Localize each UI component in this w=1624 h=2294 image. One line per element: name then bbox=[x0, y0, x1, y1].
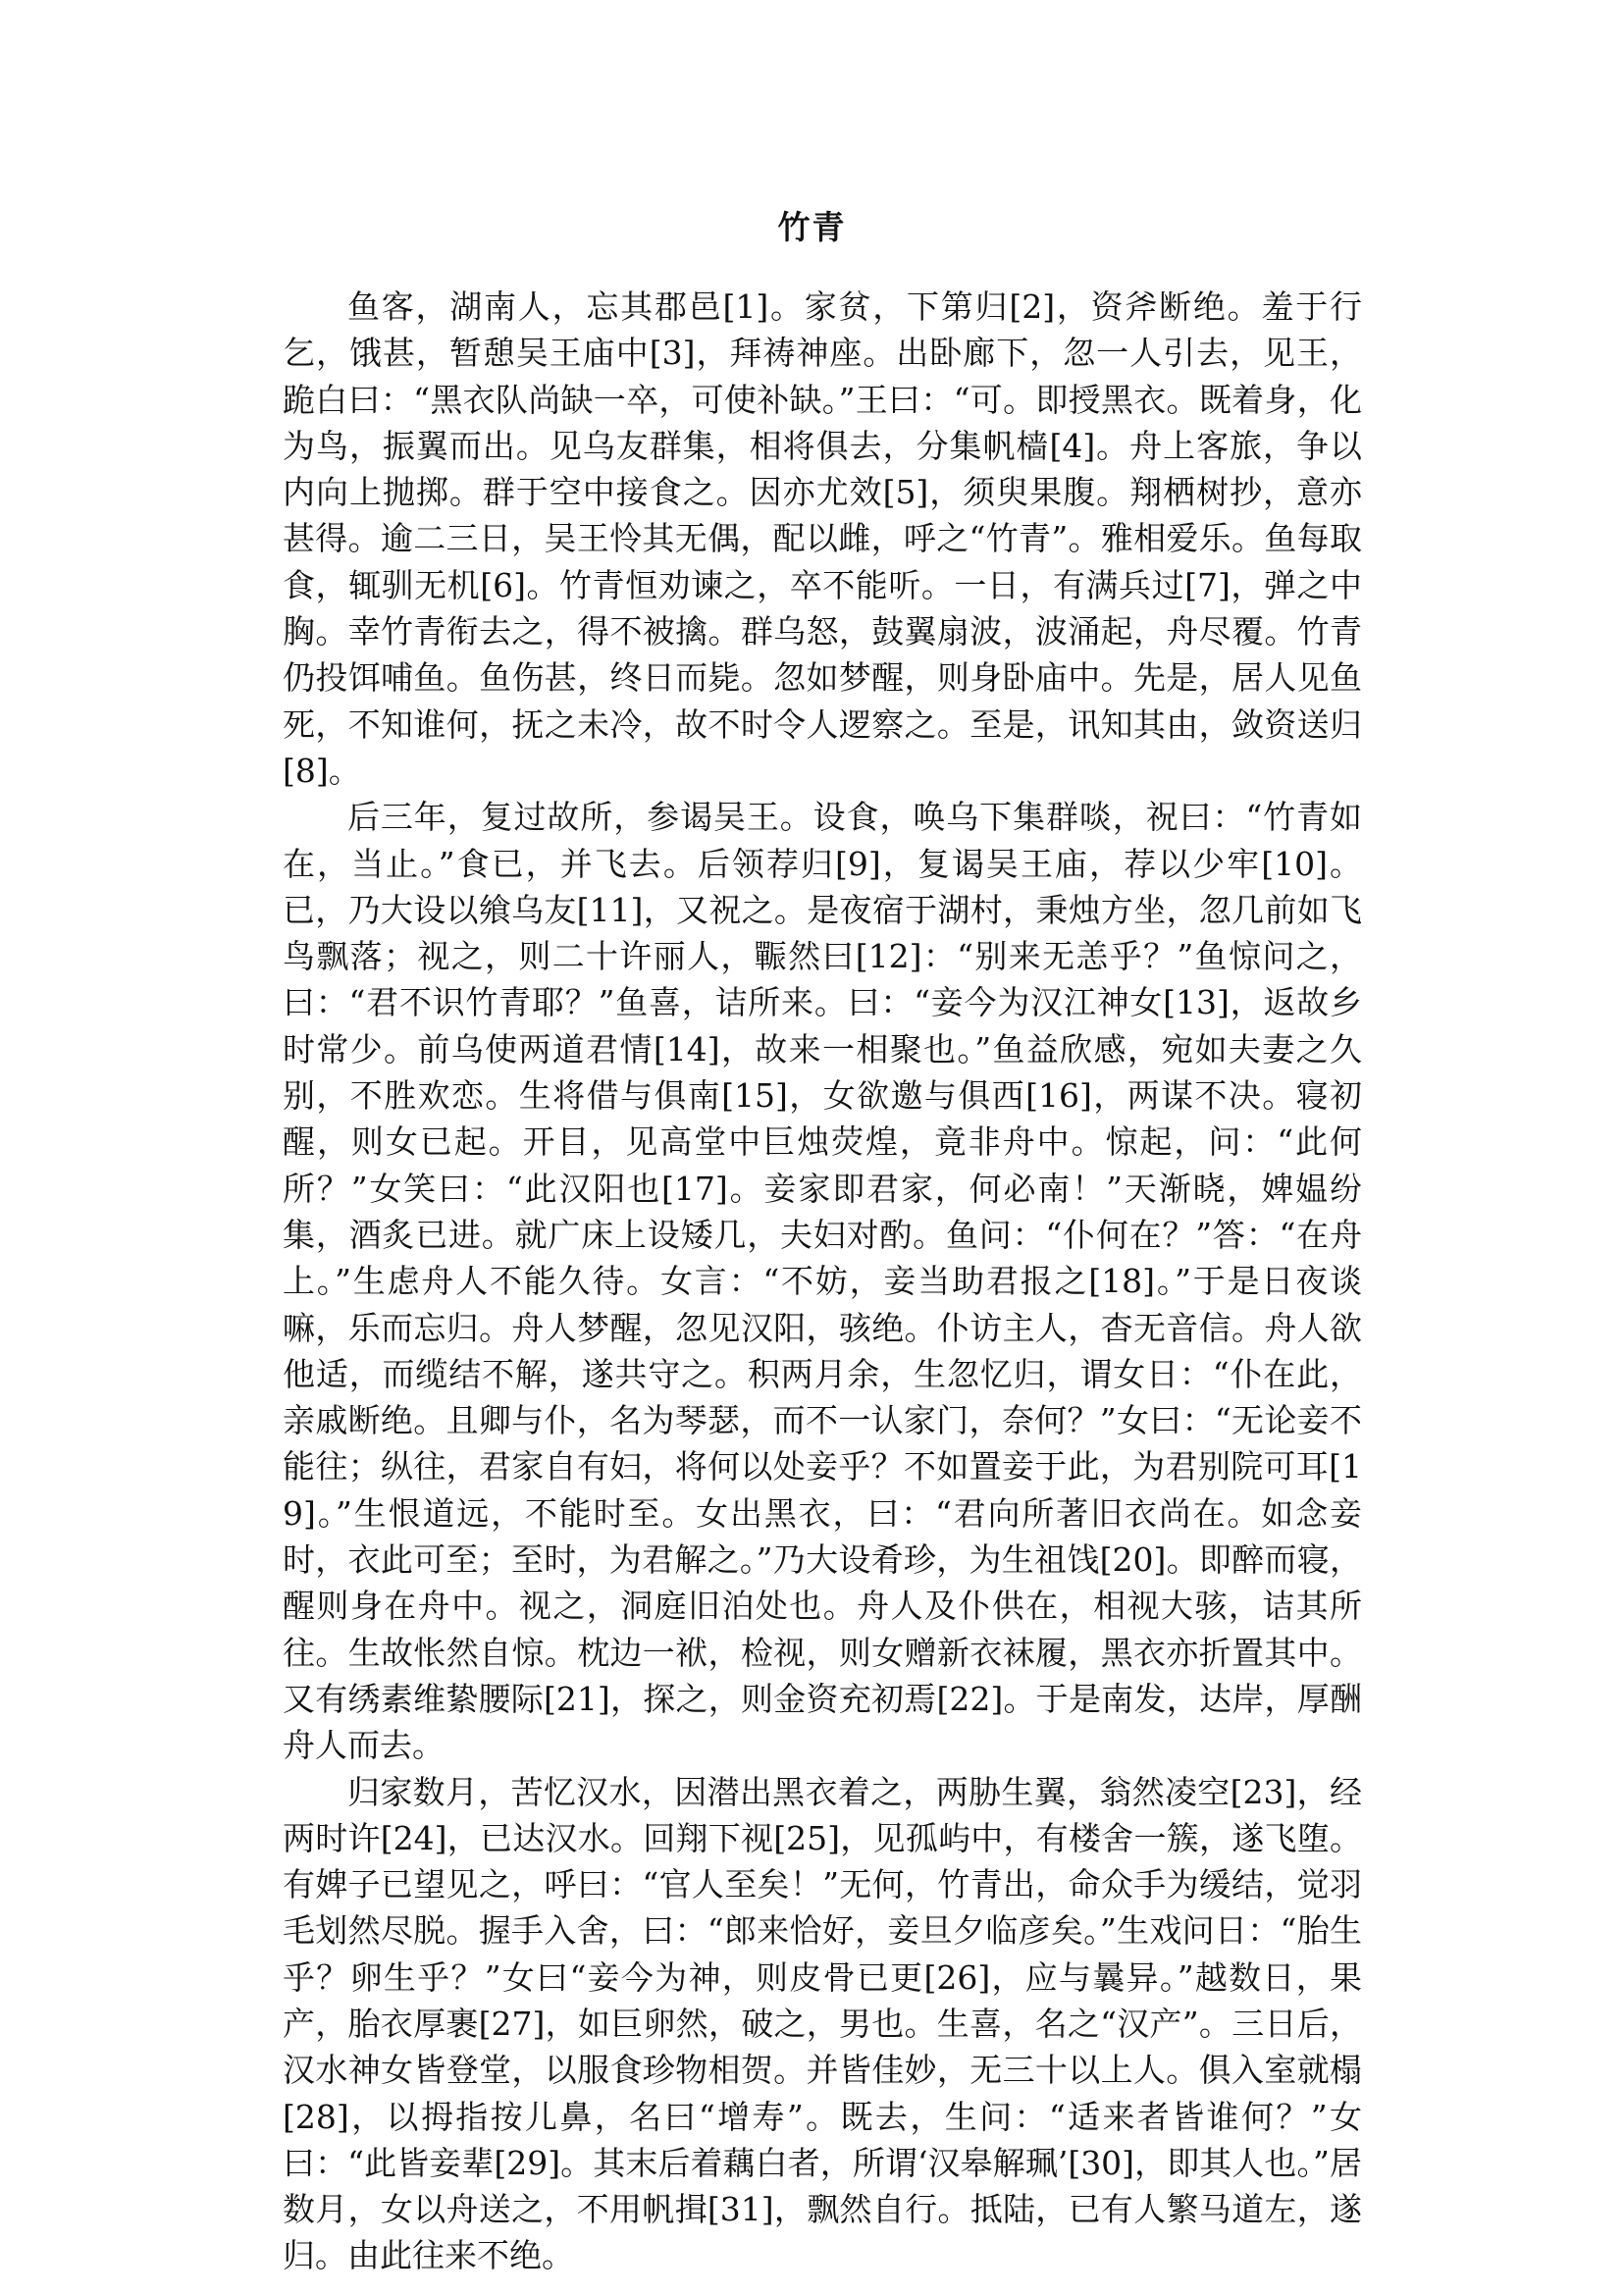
paragraph: 鱼客，湖南人，忘其郡邑[1]。家贫，下第归[2]，资斧断绝。羞于行乞，饿甚，暂憩吴王庙中[3]，拜祷神座。出卧廊下，忽一人引去，见王，跪白曰：“黑衣队尚缺一卒，可使补缺。”王曰：“可。即授黑衣。既着身，化为鸟，振翼而出。见乌友群集，相将俱去，分集帆樯[4]。舟上客旅，争以内向上抛掷。群于空中接食之。因亦尤效[5]，须臾果腹。翔栖树抄，意亦甚得。逾二三日，吴王怜其无偶，配以雌，呼之“竹青”。雅相爱乐。鱼每取食，辄驯无机[6]。竹青恒劝谏之，卒不能听。一日，有满兵过[7]，弹之中胸。幸竹青衔去之，得不被擒。群乌怒，鼓翼扇波，波涌起，舟尽覆。竹青仍投饵哺鱼。鱼伤甚，终日而毙。忽如梦醒，则身卧庙中。先是，居人见鱼死，不知谁何，抚之未冷，故不时令人逻察之。至是，讯知其由，敛资送归[8]。 bbox=[283, 287, 1362, 790]
paragraph: 后三年，复过故所，参谒吴王。设食，唤乌下集群啖，祝曰：“竹青如在，当止。”食已，并飞去。后领荐归[9]，复谒吴王庙，荐以少牢[10]。已，乃大设以飨乌友[11]，又祝之。是夜宿于湖村，秉烛方坐，忽几前如飞鸟飘落；视之，则二十许丽人，辴然曰[12]：“别来无恙乎？”鱼惊问之，曰：“君不识竹青耶？”鱼喜，诘所来。曰：“妾今为汉江神女[13]，返故乡时常少。前乌使两道君情[14]，故来一相聚也。”鱼益欣感，宛如夫妻之久别，不胜欢恋。生将借与俱南[15]，女欲邀与俱西[16]，两谋不决。寝初醒，则女已起。开目，见高堂中巨烛荧煌，竟非舟中。惊起，问：“此何所？”女笑曰：“此汉阳也[17]。妾家即君家，何必南！”天渐晓，婢媪纷集，酒炙已进。就广床上设矮几，夫妇对酌。鱼问：“仆何在？”答：“在舟上。”生虑舟人不能久待。女言：“不妨，妾当助君报之[18]。”于是日夜谈嘛，乐而忘归。舟人梦醒，忽见汉阳，骇绝。仆访主人，杳无音信。舟人欲他适，而缆结不解，遂共守之。积两月余，生忽忆归，谓女日：“仆在此，亲戚断绝。且卿与仆，名为琴瑟，而不一认家门，奈何？”女曰：“无论妾不能往；纵往，君家自有妇，将何以处妾乎？不如置妾于此，为君别院可耳[19]。”生恨道远，不能时至。女出黑衣，曰：“君向所著旧衣尚在。如念妾时，衣此可至；至时，为君解之。”乃大设肴珍，为生祖饯[20]。即醉而寝，醒则身在舟中。视之，洞庭旧泊处也。舟人及仆供在，相视大骇，诘其所往。生故怅然自惊。枕边一袱，检视，则女赠新衣袜履，黑衣亦折置其中。又有绣素维絷腰际[21]，探之，则金资充初焉[22]。于是南发，达岸，厚酬舟人而去。 bbox=[283, 798, 1362, 1765]
document-body bbox=[283, 284, 1362, 2279]
paragraph: 归家数月，苦忆汉水，因潜出黑衣着之，两胁生翼，翁然凌空[23]，经两时许[24]，已达汉水。回翔下视[25]，见孤屿中，有楼舍一簇，遂飞堕。有婢子已望见之，呼曰：“官人至矣！”无何，竹青出，命众手为缓结，觉羽毛划然尽脱。握手入舍，曰：“郎来恰好，妾旦夕临彦矣。”生戏问日：“胎生乎？卵生乎？”女曰“妾今为神，则皮骨已更[26]，应与曩异。”越数日，果产，胎衣厚裹[27]，如巨卵然，破之，男也。生喜，名之“汉产”。三日后，汉水神女皆登堂，以服食珍物相贺。并皆佳妙，无三十以上人。俱入室就榻[28]，以拇指按儿鼻，名曰“增寿”。既去，生问：“适来者皆谁何？”女曰：“此皆妾辈[29]。其末后着藕白者，所谓‘汉皋解珮’[30]，即其人也。”居数月，女以舟送之，不用帆揖[31]，飘然自行。抵陆，已有人繁马道左，遂归。由此往来不绝。 bbox=[283, 1772, 1362, 2275]
document-title: 竹青 bbox=[777, 208, 847, 246]
